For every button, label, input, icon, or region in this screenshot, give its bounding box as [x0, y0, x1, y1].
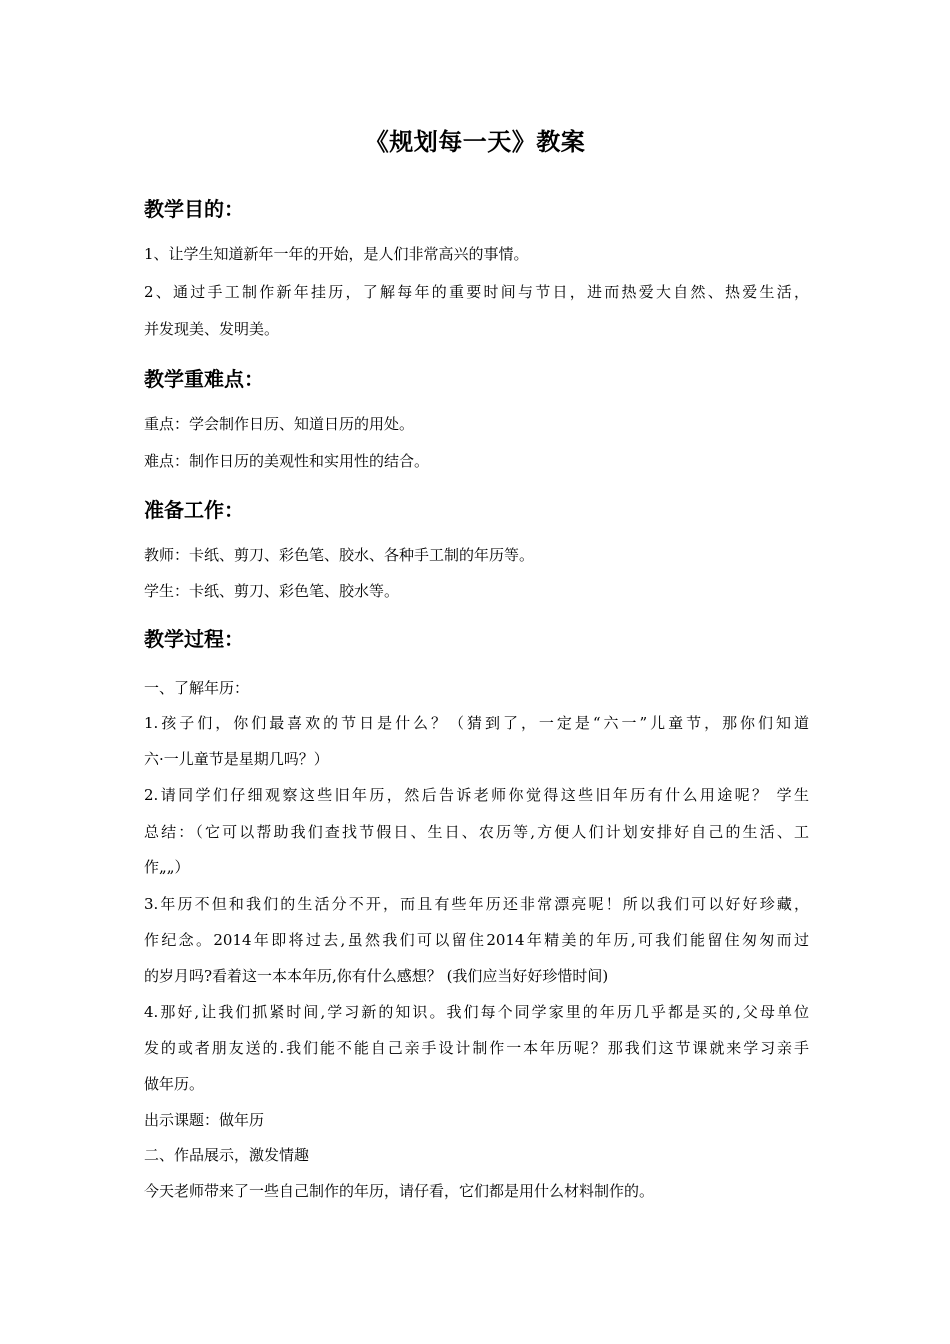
section-heading-objectives: 教学目的： — [144, 197, 244, 221]
paragraph-line: 作„„） — [144, 858, 190, 876]
paragraph-line: 总结：（它可以帮助我们查找节假日、生日、农历等,方便人们计划安排好自己的生活、工 — [144, 823, 809, 841]
paragraph-line: 教师：卡纸、剪刀、彩色笔、胶水、各种手工制的年历等。 — [144, 546, 535, 564]
section-heading-process: 教学过程： — [144, 627, 244, 651]
paragraph-line: 难点：制作日历的美观性和实用性的结合。 — [144, 452, 430, 470]
paragraph-line: 2、通过手工制作新年挂历，了解每年的重要时间与节日，进而热爱大自然、热爱生活， — [144, 283, 809, 301]
paragraph-line: 六·一儿童节是星期几吗？） — [144, 750, 329, 768]
paragraph-line: 1.孩子们，你们最喜欢的节日是什么？（猜到了，一定是“六一”儿童节，那你们知道 — [144, 714, 809, 732]
paragraph-line: 今天老师带来了一些自己制作的年历，请仔看，它们都是用什么材料制作的。 — [144, 1182, 655, 1200]
paragraph-line: 重点：学会制作日历、知道日历的用处。 — [144, 415, 415, 433]
paragraph-line: 的岁月吗?看着这一本本年历,你有什么感想？ (我们应当好好珍惜时间) — [144, 967, 609, 985]
paragraph-line: 二、作品展示，激发情趣 — [144, 1146, 310, 1164]
document-title: 《规划每一天》教案 — [364, 128, 586, 156]
paragraph-line: 并发现美、发明美。 — [144, 320, 280, 338]
section-heading-preparation: 准备工作： — [144, 498, 244, 522]
paragraph-line: 2.请同学们仔细观察这些旧年历，然后告诉老师你觉得这些旧年历有什么用途呢？ 学生 — [144, 786, 809, 804]
section-heading-key-points: 教学重难点： — [144, 367, 264, 391]
paragraph-line: 3.年历不但和我们的生活分不开，而且有些年历还非常漂亮呢！所以我们可以好好珍藏， — [144, 895, 809, 913]
paragraph-line: 出示课题：做年历 — [144, 1111, 265, 1129]
paragraph-line: 1、让学生知道新年一年的开始，是人们非常高兴的事情。 — [144, 245, 529, 263]
paragraph-line: 一、了解年历： — [144, 679, 250, 697]
paragraph-line: 做年历。 — [144, 1075, 205, 1093]
paragraph-line: 作纪念。2014年即将过去,虽然我们可以留住2014年精美的年历,可我们能留住匆匆而过 — [144, 931, 809, 949]
paragraph-line: 4.那好,让我们抓紧时间,学习新的知识。我们每个同学家里的年历几乎都是买的,父母单位 — [144, 1003, 809, 1021]
paragraph-line: 发的或者朋友送的.我们能不能自己亲手设计制作一本年历呢？那我们这节课就来学习亲手 — [144, 1039, 809, 1057]
paragraph-line: 学生：卡纸、剪刀、彩色笔、胶水等。 — [144, 582, 400, 600]
